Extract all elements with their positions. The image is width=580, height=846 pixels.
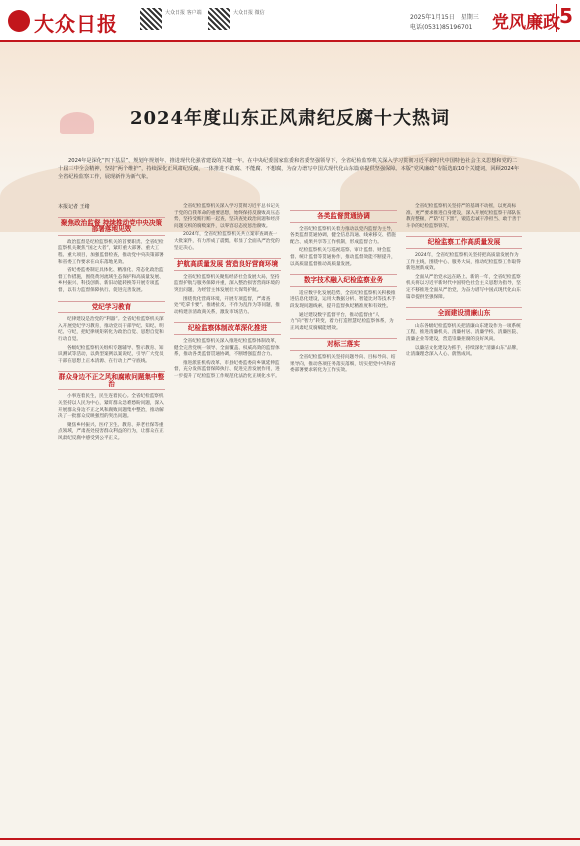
section-heading: 聚焦政治监督 持续推动党中央决策部署落地见效 [58,217,165,236]
paragraph: 政治监督是纪检监察机关的首要职责。全省纪检监察机关聚焦“国之大者”，紧盯重大部署、重大工程、重大项目，加强监督检查，推动党中央决策部署和省委工作要求在山东落地见效。 [58,239,164,265]
section-name: 党风廉政 [492,13,560,33]
phone-number: 电话(0531)85196701 [410,24,473,31]
paragraph: 省纪委监委制定具体化、精准化、常态化政治监督工作措施，围绕黄河流域生态保护和高质量发展、乡村振兴、科技创新、新旧动能转换等开展专项监督，以有力监督保障执行、促进完善发展。 [58,268,164,293]
qr-code-icon [140,8,162,30]
section-heading: 各类监督贯通协调 [290,210,397,223]
section-heading: 纪检监察体制改革深化推进 [174,322,281,335]
qr-label-wechat: 大众日报 微信 [233,10,265,16]
issue-date: 2025年1月15日 星期三 [410,14,479,21]
paragraph: 小事连着民生，民生连着民心。全省纪检监察机关坚持以人民为中心，紧盯群众急难愁盼问题，深入开展群众身边不正之风和腐败问题集中整治，推动解决了一批群众反映强烈的突出问题。 [58,394,164,420]
section-heading: 护航高质量发展 营造良好营商环境 [174,258,281,271]
section-heading: 群众身边不正之风和腐败问题集中整治 [58,371,165,390]
article-column-4 [406,204,522,361]
page-number: 5 [556,4,575,32]
intro-text: 2024年是深化“四下基层”、规划年规划年、推进现代化强省建设的关键一年。在中央纪委国家监委和省委坚强领导下，全省纪检监察机关深入学习贯彻习近平新时代中国特色社会主义思想和党的二十届三中全会精神，坚持“两个维护”，持续深化正风肃纪反腐，一体推进不敢腐、不能腐、不想腐，为奋力谱写中国式现代化山东篇章提供坚强保障。本版“党风廉政”专版选取10个关键词，回顾2024年全省纪检监察工作，展现新作为新气象。 [58,158,520,180]
masthead [0,0,580,42]
paragraph: 聚焦乡村振兴、医疗卫生、教育、养老社保等重点领域，严肃查处侵害群众利益的行为，让群众在正风肃纪反腐中感受到公平正义。 [58,422,164,442]
paragraph: 2024年，全省纪检监察机关坚持把高质量发展作为工作主线，围绕中心、服务大局，推动纪检监察工作取得新进展新成效。 [406,252,521,272]
paragraph: 全省纪检监察机关深入推进纪检监察体制改革，健全完善党统一领导、全面覆盖、权威高效的监督体系，推动各类监督贯通协调，不断增强监督合力。 [174,338,280,358]
paragraph: 全省纪检监察机关着力推动以党内监督为主导，各类监督贯通协调，健全信息沟通、线索移交、措施配合、成果共享等工作机制，形成监督合力。 [290,226,396,245]
paragraph: 通过建设数字监督平台，推动监督由“人力”向“智力”转变，着力打造智慧纪检监察体系，为正风肃纪反腐赋能增效。 [290,312,394,331]
footer-rule [0,838,580,840]
article-column-2 [174,204,281,382]
article-column-1 [58,204,165,445]
paragraph: 全省纪检监察机关坚持问题导向、目标导向、结果导向，推动各项任务落实落细，切实把党中央和省委部署要求转化为工作实效。 [290,354,396,374]
paragraph: 纪律建设是治党的“利器”。全省纪检监察机关深入开展党纪学习教育，推动党员干部学纪、知纪、明纪、守纪，把纪律规矩转化为政治自觉、思想自觉和行动自觉。 [58,317,164,342]
brand-name: 大众日报 [34,12,118,36]
paragraph: 围绕优化营商环境，开展专项监督，严肃查处“吃拿卡要”、推诿扯皮、不作为乱作为等问题，推动构建亲清政商关系，激发市场活力。 [174,296,280,315]
paragraph: 全面从严治党永远在路上。新的一年，全省纪检监察机关将以习近平新时代中国特色社会主义思想为指导，坚定不移推进全面从严治党，为奋力谱写中国式现代化山东篇章提供坚强保障。 [406,274,521,300]
paragraph: 全省纪检监察机关坚持严的基调不动摇，以更高标准、更严要求推进自身建设，深入开展纪检监察干部队伍教育整顿，严防“灯下黑”，锻造忠诚干净担当、敢于善于斗争的纪检监察铁军。 [406,204,522,229]
paragraph: 纪检监察机关与巡视巡察、审计监督、财会监督、统计监督等贯通协作，推动监督效能不断提升，以高质量监督推动高质量发展。 [290,248,396,267]
qr-label-app: 大众日报 客户端 [165,10,202,16]
section-heading: 全面建设清廉山东 [406,307,522,320]
paragraph: 2024年，全省纪检监察机关共立案审查调查一大批案件，有力形成了震慑，彰显了全面从严治党的坚定决心。 [174,232,280,251]
paragraph: 全省纪检监察机关聚焦经济社会发展大局，坚持监督护航与服务保障并重，深入整治损害营商环境的突出问题，为经营主体发展壮大保驾护航。 [174,274,280,293]
section-heading: 纪检监察工作高质量发展 [406,236,522,249]
section-heading: 数字技术融入纪检监察业务 [290,274,397,287]
article-column-3 [290,204,397,377]
section-heading: 党纪学习教育 [58,301,165,314]
paragraph: 全省纪检监察机关深入学习贯彻习近平总书记关于党的自我革命的重要思想，始终保持反腐败高压态势，坚持受贿行贿一起查，坚决查处政治问题和经济问题交织的腐败案件，以零容忍态度惩治腐败。 [174,204,280,229]
paragraph: 以廉洁文化建设为抓手，持续深化“清廉山东”品牌，让清廉理念深入人心、蔚然成风。 [406,345,521,358]
paragraph: 各级纪检监察机关组织专题辅导、警示教育、知识测试等活动，以典型案例以案说纪，引导广大党员干部在思想上正本清源、在行动上严守底线。 [58,345,164,364]
paragraph: 山东各级纪检监察机关把清廉山东建设作为一项系统工程，推进清廉机关、清廉村居、清廉学校、清廉医院、清廉企业等建设，营造崇廉拒腐的良好风尚。 [406,323,521,342]
qr-code-icon [208,8,230,30]
page-title: 2024年度山东正风肃纪反腐十大热词 [129,108,451,129]
byline: 本报记者 王绪 [58,204,90,210]
paragraph: 适应数字化发展趋势，全省纪检监察机关积极推进信息化建设，运用大数据分析、智能比对等技术手段发现问题线索，提升监督执纪精准度和有效性。 [290,290,396,309]
paragraph: 推进派驻机构改革、市县纪委监委向乡镇延伸监督，充分发挥监督保障执行、促进完善发展作用，进一步提升了纪检监察工作规范化法治化正规化水平。 [174,360,280,379]
section-heading: 对标三落实 [290,338,397,351]
newspaper-logo-icon [8,10,30,32]
